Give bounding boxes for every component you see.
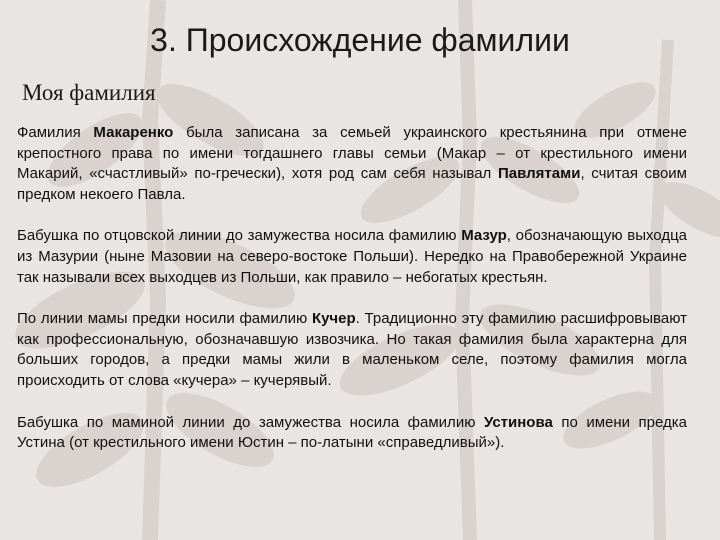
paragraph-text: , считая своим предком некоего Павла.	[17, 165, 687, 203]
paragraph-makarenko	[17, 123, 687, 205]
paragraph-mazur	[17, 226, 687, 288]
paragraph-ustinova	[17, 413, 687, 454]
surname-highlight: Кучер	[311, 310, 356, 328]
slide-subtitle: Моя фамилия	[22, 80, 156, 105]
paragraph-text: Бабушка по отцовской линии до замужества носила фамилию	[17, 227, 462, 245]
paragraph-text: была записана за семьей украинского крестьянина при отмене крепостного права по имени тогдашнего главы семьи (Макар – от крестильного имени Макарий, «счастливый» по-гречески), хотя род сам себя называл	[17, 124, 687, 183]
paragraph-kucher	[17, 309, 687, 391]
paragraph-text: По линии мамы предки носили фамилию	[17, 310, 312, 328]
paragraph-text: Бабушка по маминой линии до замужества носила фамилию	[17, 413, 484, 431]
paragraph-text: Фамилия	[17, 124, 94, 141]
paragraph-text: , обозначающую выходца из Мазурии (ныне Мазовии на северо-востоке Польши). Нередко на Правобережной Украине так называли всех выходцев из Польши, как правило – небогатых крестьян.	[17, 227, 687, 286]
slide-title: 3. Происхождение фамилии	[150, 22, 570, 58]
slide-body	[17, 123, 687, 475]
paragraph-text: по имени предка Устина (от крестильного имени Юстин – по-латыни «справедливый»).	[17, 413, 687, 452]
paragraph-text: . Традиционно эту фамилию расшифровывают как профессиональную, обозначавшую извозчика. Но такая фамилия была характерна для больших городов, а предки мамы жили в маленьком селе, поэтому фамилия могла происходить от слова «кучера» – кучерявый.	[17, 310, 687, 389]
surname-highlight: Мазур	[461, 227, 507, 245]
surname-highlight: Павлятами	[498, 165, 581, 183]
surname-highlight: Устинова	[483, 413, 553, 431]
surname-highlight: Макаренко	[93, 124, 174, 141]
